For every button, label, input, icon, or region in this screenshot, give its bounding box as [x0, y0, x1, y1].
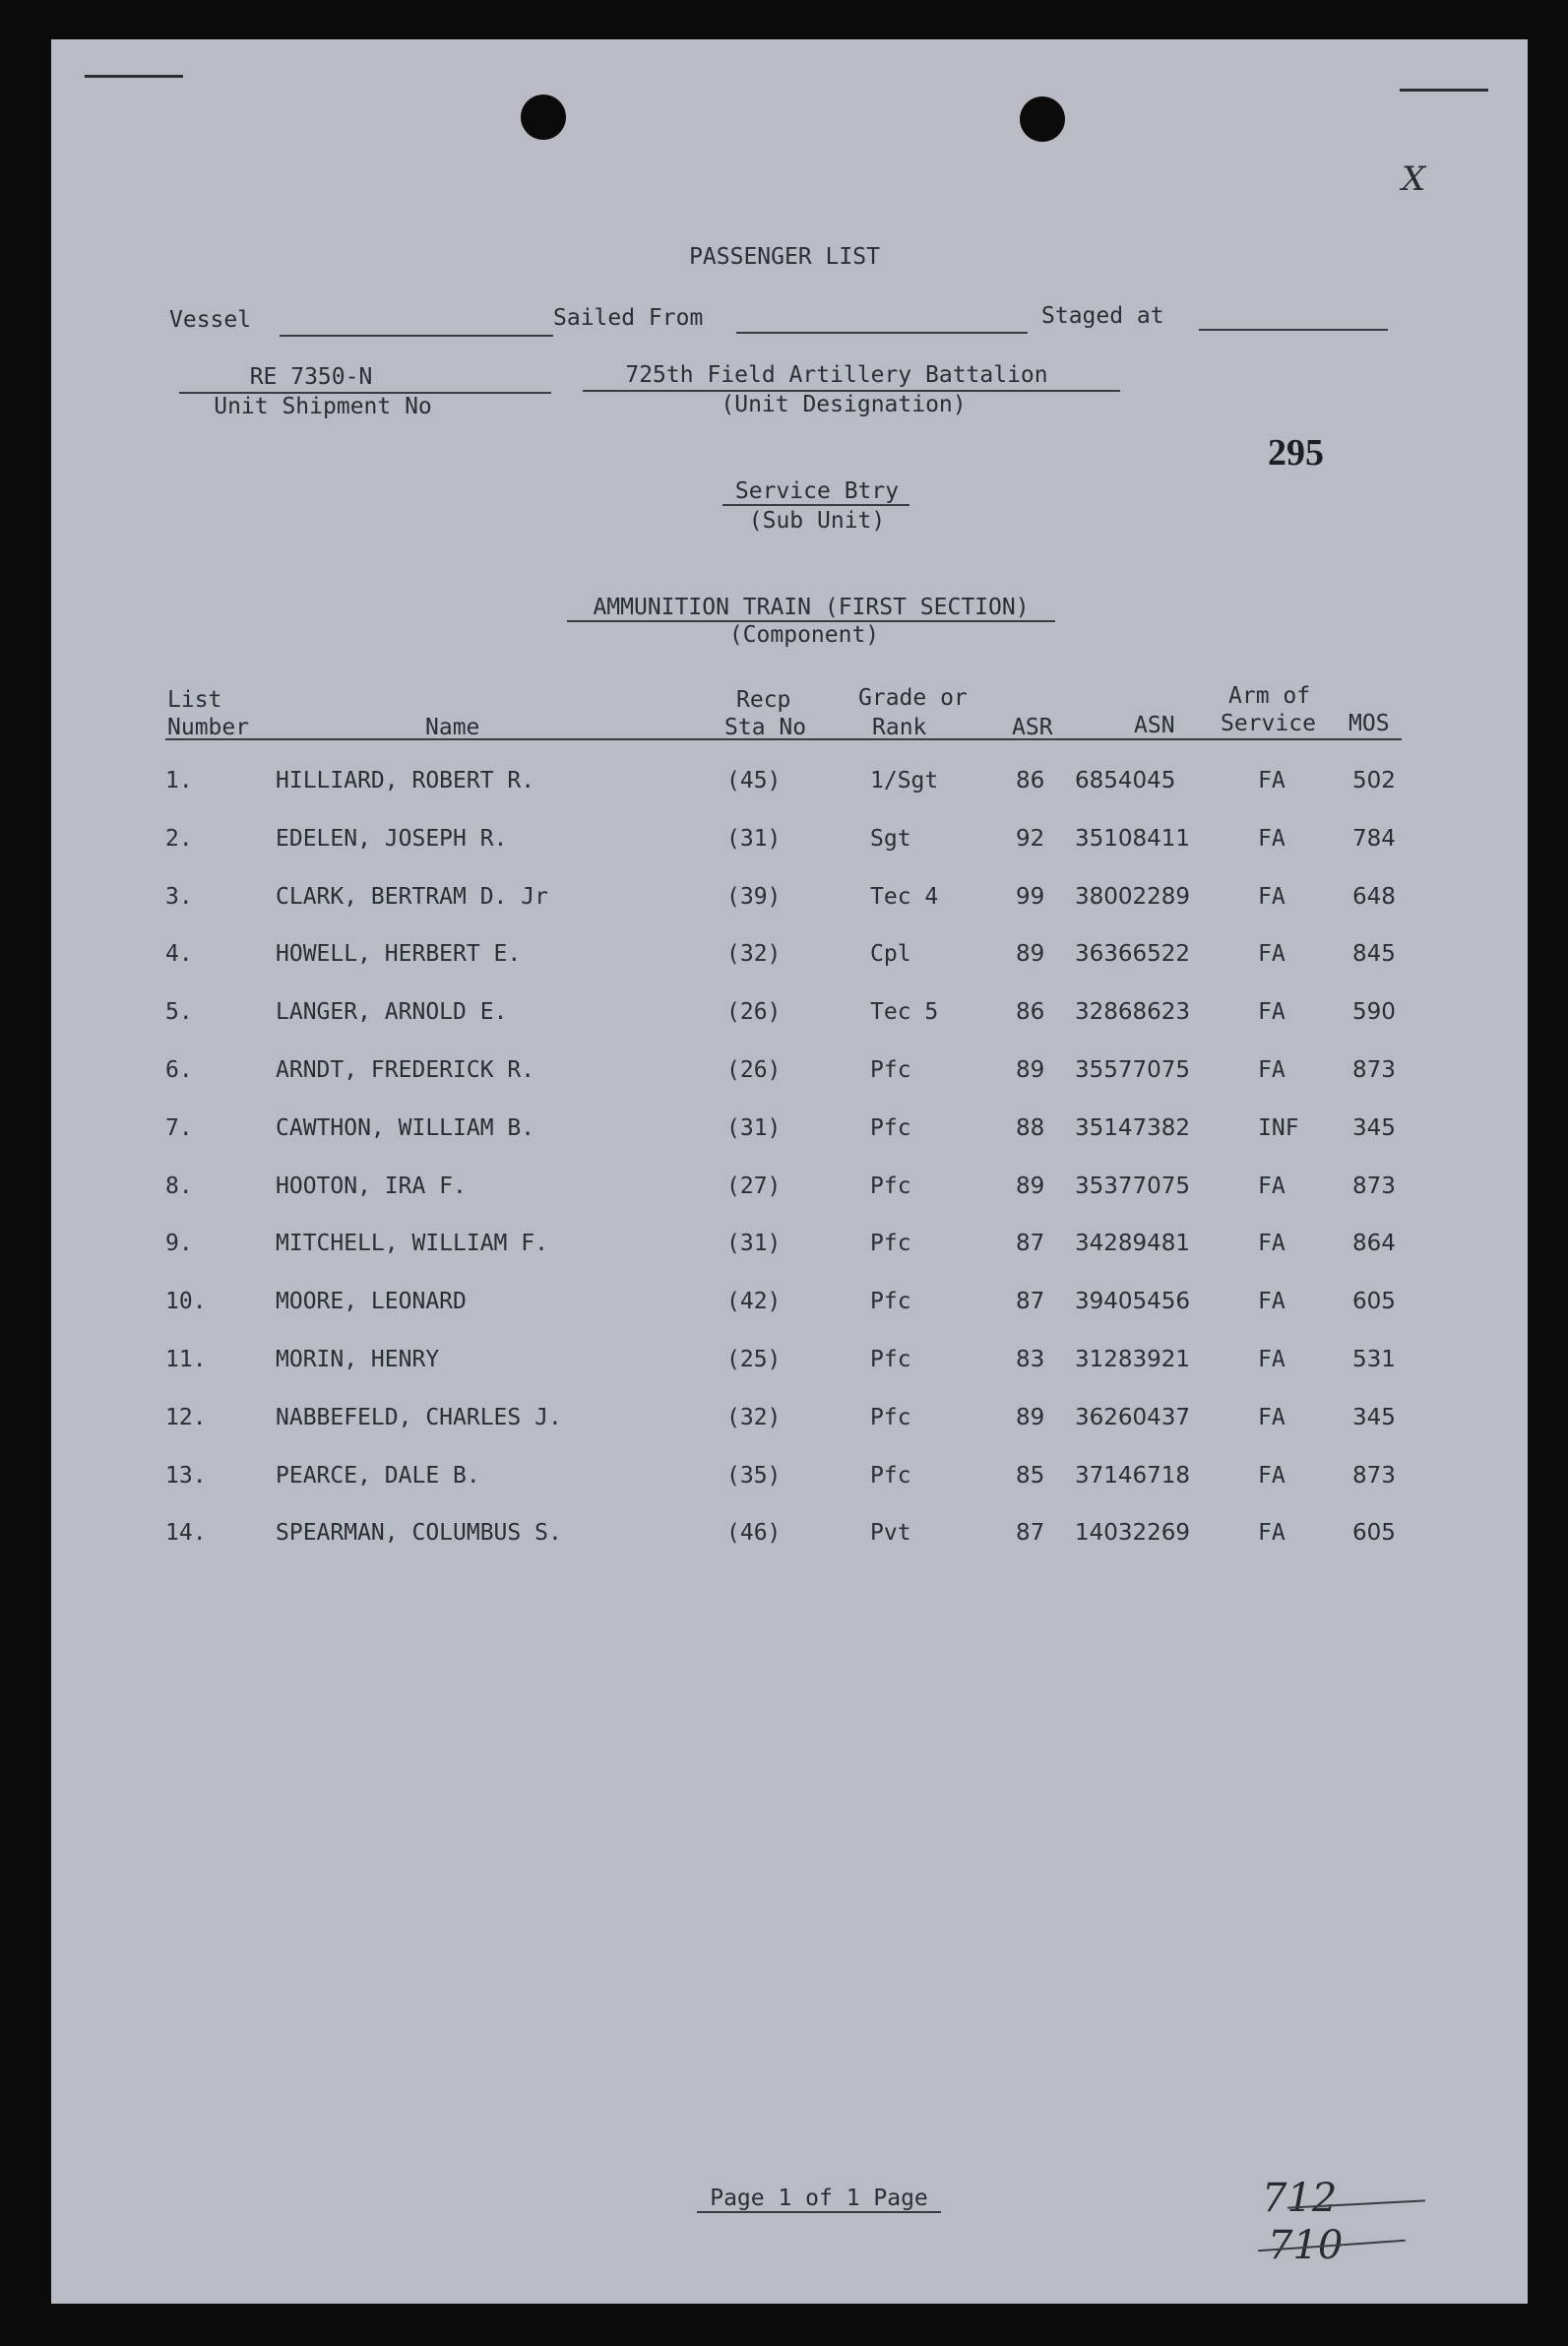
col-list-2: Number [167, 715, 250, 740]
cell-arm: FA [1258, 883, 1286, 910]
col-arm-2: Service [1221, 711, 1316, 736]
stamp-number: 295 [1268, 432, 1324, 474]
cell-num: 11. [165, 1347, 207, 1372]
cell-asn: 36260437 [1075, 1404, 1191, 1430]
cell-name: HILLIARD, ROBERT R. [276, 768, 535, 793]
cell-recp: (26) [726, 999, 782, 1026]
col-mos: MOS [1348, 711, 1390, 736]
cell-recp: (31) [726, 1114, 782, 1141]
cell-arm: FA [1258, 1520, 1286, 1547]
cell-arm: FA [1258, 1347, 1286, 1372]
cell-asn: 31283921 [1075, 1347, 1191, 1372]
punch-hole-left [521, 95, 566, 140]
cell-recp: (32) [726, 941, 782, 968]
cell-num: 4. [165, 941, 193, 968]
sub-unit-line [722, 504, 909, 506]
shipment-label: Unit Shipment No [214, 394, 432, 419]
unit-designation-value: 725th Field Artillery Battalion [625, 362, 1048, 388]
cell-recp: (31) [726, 825, 782, 852]
cell-asr: 99 [1016, 883, 1045, 910]
cell-asn: 39405456 [1075, 1289, 1191, 1315]
cell-recp: (32) [726, 1404, 782, 1430]
handwritten-number-top: 712 [1262, 2176, 1338, 2221]
cell-asr: 88 [1016, 1114, 1045, 1141]
cell-asr: 89 [1016, 1173, 1045, 1199]
sailed-from-line [736, 332, 1028, 334]
sub-unit-label: (Sub Unit) [748, 508, 886, 534]
cell-recp: (35) [726, 1462, 782, 1489]
cell-grade: Tec 4 [870, 883, 939, 910]
cell-arm: FA [1258, 999, 1286, 1026]
cell-asn: 14032269 [1075, 1520, 1191, 1547]
cell-mos: 873 [1352, 1462, 1396, 1489]
cell-name: LANGER, ARNOLD E. [276, 999, 508, 1026]
cell-asn: 35577075 [1075, 1057, 1191, 1083]
cell-recp: (26) [726, 1057, 782, 1083]
page-label-line [697, 2211, 941, 2213]
cell-recp: (39) [726, 883, 782, 910]
cell-asn: 35108411 [1075, 825, 1191, 852]
cell-num: 13. [165, 1462, 207, 1489]
cell-arm: FA [1258, 1404, 1286, 1430]
cell-asn: 37146718 [1075, 1462, 1191, 1489]
col-recp-2: Sta No [724, 715, 807, 740]
cell-mos: 873 [1352, 1057, 1396, 1083]
cell-name: ARNDT, FREDERICK R. [276, 1057, 535, 1083]
cell-name: CLARK, BERTRAM D. Jr [276, 883, 548, 910]
cell-name: SPEARMAN, COLUMBUS S. [276, 1520, 562, 1547]
cell-num: 12. [165, 1404, 207, 1430]
cell-name: PEARCE, DALE B. [276, 1462, 480, 1489]
cell-arm: FA [1258, 941, 1286, 968]
cell-arm: FA [1258, 1173, 1286, 1199]
corner-mark: X [1402, 159, 1426, 199]
cell-mos: 345 [1352, 1114, 1396, 1141]
cell-num: 3. [165, 883, 193, 910]
cell-grade: 1/Sgt [870, 768, 939, 793]
cell-mos: 784 [1352, 825, 1396, 852]
col-arm-1: Arm of [1228, 683, 1311, 709]
cell-arm: INF [1258, 1114, 1299, 1141]
cell-grade: Pfc [870, 1462, 911, 1489]
cell-name: HOWELL, HERBERT E. [276, 941, 522, 968]
col-name: Name [425, 715, 480, 740]
cell-mos: 502 [1352, 768, 1396, 793]
cell-asr: 85 [1016, 1462, 1045, 1489]
cell-arm: FA [1258, 1057, 1286, 1083]
cell-asn: 34289481 [1075, 1231, 1191, 1257]
cell-mos: 531 [1352, 1347, 1396, 1372]
cell-recp: (42) [726, 1289, 782, 1315]
cell-asr: 87 [1016, 1289, 1045, 1315]
handwritten-number-bottom: 710 [1268, 2223, 1344, 2268]
cell-mos: 605 [1352, 1520, 1396, 1547]
cell-num: 9. [165, 1231, 193, 1257]
cell-asr: 89 [1016, 1404, 1045, 1430]
cell-mos: 845 [1352, 941, 1396, 968]
cell-name: HOOTON, IRA F. [276, 1173, 467, 1199]
cell-grade: Cpl [870, 941, 911, 968]
cell-mos: 864 [1352, 1231, 1396, 1257]
vessel-label: Vessel [169, 307, 252, 333]
cell-asn: 35377075 [1075, 1173, 1191, 1199]
vessel-line [280, 335, 553, 337]
document-page [51, 39, 1528, 2304]
header-rule [165, 738, 1402, 740]
cell-mos: 648 [1352, 883, 1396, 910]
cell-grade: Pfc [870, 1114, 911, 1141]
document-title: PASSENGER LIST [689, 244, 880, 270]
sailed-from-label: Sailed From [553, 305, 704, 331]
col-list-1: List [167, 687, 222, 713]
cell-grade: Pfc [870, 1289, 911, 1315]
cell-asn: 36366522 [1075, 941, 1191, 968]
col-asn: ASN [1134, 713, 1175, 738]
cell-name: CAWTHON, WILLIAM B. [276, 1114, 535, 1141]
cell-arm: FA [1258, 1462, 1286, 1489]
cell-grade: Pfc [870, 1404, 911, 1430]
shipment-value: RE 7350-N [249, 364, 373, 390]
cell-recp: (31) [726, 1231, 782, 1257]
cell-grade: Pfc [870, 1231, 911, 1257]
cell-num: 8. [165, 1173, 193, 1199]
cell-num: 14. [165, 1520, 207, 1547]
cell-name: NABBEFELD, CHARLES J. [276, 1404, 562, 1430]
cell-asr: 83 [1016, 1347, 1045, 1372]
unit-designation-label: (Unit Designation) [721, 392, 967, 417]
cell-arm: FA [1258, 1231, 1286, 1257]
cell-name: MORIN, HENRY [276, 1347, 440, 1372]
col-grade-1: Grade or [858, 685, 968, 711]
cell-mos: 873 [1352, 1173, 1396, 1199]
cell-recp: (46) [726, 1520, 782, 1547]
cell-num: 5. [165, 999, 193, 1026]
cell-num: 2. [165, 825, 193, 852]
component-label: (Component) [728, 622, 880, 648]
page-label: Page 1 of 1 Page [710, 2186, 928, 2211]
cell-grade: Pvt [870, 1520, 911, 1547]
top-right-mark [1400, 89, 1488, 92]
staged-at-line [1199, 329, 1388, 331]
cell-asn: 6854045 [1075, 768, 1176, 793]
cell-asr: 86 [1016, 768, 1045, 793]
cell-arm: FA [1258, 768, 1286, 793]
cell-asr: 86 [1016, 999, 1045, 1026]
cell-mos: 345 [1352, 1404, 1396, 1430]
cell-grade: Tec 5 [870, 999, 939, 1026]
cell-num: 6. [165, 1057, 193, 1083]
cell-name: EDELEN, JOSEPH R. [276, 825, 508, 852]
cell-asn: 38002289 [1075, 883, 1191, 910]
cell-asr: 87 [1016, 1520, 1045, 1547]
cell-grade: Pfc [870, 1057, 911, 1083]
cell-name: MITCHELL, WILLIAM F. [276, 1231, 548, 1257]
cell-asr: 92 [1016, 825, 1045, 852]
cell-asn: 32868623 [1075, 999, 1191, 1026]
cell-num: 10. [165, 1289, 207, 1315]
col-asr: ASR [1012, 715, 1053, 740]
cell-mos: 590 [1352, 999, 1396, 1026]
cell-num: 1. [165, 768, 193, 793]
cell-recp: (25) [726, 1347, 782, 1372]
cell-asn: 35147382 [1075, 1114, 1191, 1141]
top-left-mark [85, 75, 183, 78]
col-recp-1: Recp [736, 687, 791, 713]
cell-recp: (27) [726, 1173, 782, 1199]
sub-unit-value: Service Btry [734, 478, 900, 504]
cell-asr: 87 [1016, 1231, 1045, 1257]
cell-mos: 605 [1352, 1289, 1396, 1315]
cell-grade: Pfc [870, 1173, 911, 1199]
cell-asr: 89 [1016, 941, 1045, 968]
cell-arm: FA [1258, 1289, 1286, 1315]
cell-asr: 89 [1016, 1057, 1045, 1083]
cell-arm: FA [1258, 825, 1286, 852]
cell-recp: (45) [726, 768, 782, 793]
cell-num: 7. [165, 1114, 193, 1141]
cell-grade: Sgt [870, 825, 911, 852]
punch-hole-right [1020, 96, 1065, 142]
cell-name: MOORE, LEONARD [276, 1289, 467, 1315]
component-value: AMMUNITION TRAIN (FIRST SECTION) [593, 595, 1030, 620]
col-grade-2: Rank [872, 715, 927, 740]
cell-grade: Pfc [870, 1347, 911, 1372]
staged-at-label: Staged at [1041, 303, 1164, 329]
